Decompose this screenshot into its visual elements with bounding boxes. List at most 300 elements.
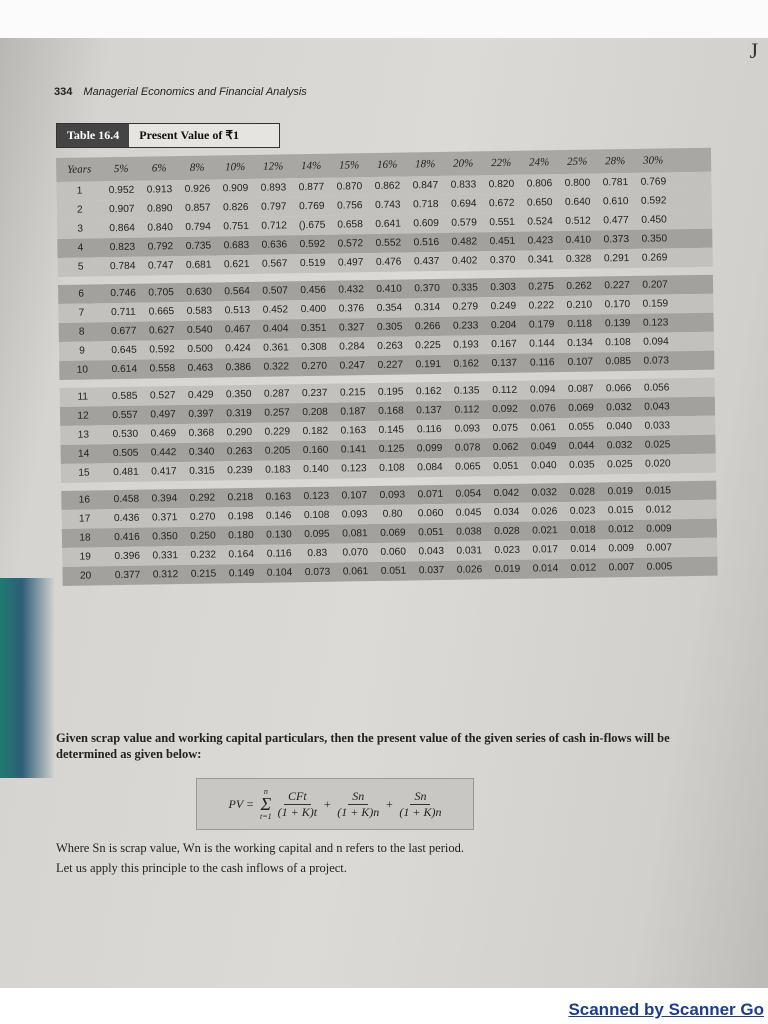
value-cell: 0.769 xyxy=(298,200,325,213)
value-cell: 0.043 xyxy=(418,545,445,558)
value-cell: 0.162 xyxy=(415,385,442,398)
value-cell: 0.141 xyxy=(340,444,367,456)
value-cell: 0.847 xyxy=(412,180,439,192)
value-cell: 0.051 xyxy=(493,460,519,473)
year-cell: 11 xyxy=(77,391,89,403)
present-value-table xyxy=(56,148,718,586)
formula-sum xyxy=(260,787,272,821)
value-cell: 0.250 xyxy=(190,530,216,542)
value-cell: 0.610 xyxy=(602,196,629,208)
header-rate: 22% xyxy=(490,156,512,170)
value-cell: 0.437 xyxy=(413,255,440,268)
value-cell: 0.035 xyxy=(569,459,595,471)
value-cell: 0.303 xyxy=(490,281,516,294)
value-cell: 0.167 xyxy=(491,338,517,351)
value-cell: 0.519 xyxy=(299,257,326,270)
value-cell: 0.037 xyxy=(418,564,445,577)
year-cell: 2 xyxy=(76,204,83,216)
value-cell: 0.044 xyxy=(568,440,595,452)
value-cell: 0.308 xyxy=(301,341,327,354)
value-cell: 0.292 xyxy=(189,492,216,504)
value-cell: 0.108 xyxy=(303,509,330,522)
value-cell: 0.021 xyxy=(532,525,558,537)
value-cell: 0.179 xyxy=(528,319,555,331)
value-cell: 0.913 xyxy=(146,184,173,196)
value-cell: 0.907 xyxy=(108,203,135,216)
value-cell: 0.592 xyxy=(640,195,667,207)
value-cell: 0.275 xyxy=(528,281,554,293)
year-cell: 16 xyxy=(78,494,91,506)
value-cell: 0.218 xyxy=(227,491,254,504)
year-cell: 9 xyxy=(79,345,85,357)
value-cell: 0.222 xyxy=(528,300,555,312)
running-head xyxy=(54,86,307,98)
value-cell: 0.315 xyxy=(189,465,215,477)
value-cell: 0.233 xyxy=(452,320,479,332)
value-cell: 0.025 xyxy=(607,458,633,471)
value-cell: 0.015 xyxy=(607,504,634,517)
value-cell: 0.497 xyxy=(337,257,364,269)
value-cell: 0.350 xyxy=(641,233,668,245)
header-rate: 28% xyxy=(604,155,626,168)
value-cell: 0.319 xyxy=(226,407,252,420)
value-cell: 0.857 xyxy=(184,202,211,214)
value-cell: 0.467 xyxy=(224,323,251,336)
value-cell: 0.123 xyxy=(642,317,669,329)
value-cell: 0.069 xyxy=(568,402,594,414)
value-cell: 0.482 xyxy=(451,236,478,248)
value-cell: 0.312 xyxy=(152,569,179,581)
value-cell: 0.370 xyxy=(414,282,440,295)
value-cell: 0.227 xyxy=(604,280,630,292)
value-cell: 0.099 xyxy=(416,442,443,455)
value-cell: 0.551 xyxy=(489,216,515,229)
value-cell: 0.314 xyxy=(414,301,441,314)
value-cell: 0.442 xyxy=(150,447,177,459)
value-cell: 0.237 xyxy=(301,387,328,400)
value-cell: 0.123 xyxy=(303,490,330,503)
value-cell: 0.069 xyxy=(380,527,406,539)
header-rate: 6% xyxy=(151,162,167,175)
header-years: Years xyxy=(67,163,92,176)
value-cell: 0.530 xyxy=(112,428,139,441)
value-cell: 0.516 xyxy=(413,236,440,249)
value-cell: 0.665 xyxy=(148,306,175,318)
value-cell: 0.450 xyxy=(641,214,667,226)
value-cell: 0.279 xyxy=(452,301,479,313)
value-cell: 0.094 xyxy=(643,336,669,348)
year-cell: 19 xyxy=(79,551,92,563)
value-cell: 0.065 xyxy=(455,461,481,473)
value-cell: 0.076 xyxy=(530,403,556,415)
value-cell: 0.025 xyxy=(644,439,671,451)
value-cell: 0.009 xyxy=(608,542,635,555)
value-cell: 0.756 xyxy=(336,200,363,212)
value-cell: 0.572 xyxy=(337,238,364,250)
value-cell: 0.368 xyxy=(188,427,215,439)
value-cell: 0.361 xyxy=(263,342,289,354)
header-rate: 5% xyxy=(113,162,129,176)
value-cell: 0.423 xyxy=(527,235,554,247)
value-cell: 0.061 xyxy=(530,422,557,434)
value-cell: 0.085 xyxy=(605,355,632,368)
value-cell: 0.020 xyxy=(645,458,671,470)
value-cell: 0.019 xyxy=(607,485,634,498)
value-cell: 0.840 xyxy=(147,222,173,234)
header-rate: 25% xyxy=(566,155,588,168)
year-cell: 20 xyxy=(79,570,92,582)
pv-formula xyxy=(196,778,474,830)
value-cell: 0.826 xyxy=(222,201,249,214)
value-cell: 0.054 xyxy=(455,488,482,500)
value-cell: 0.112 xyxy=(454,404,480,416)
sum-symbol: Σ xyxy=(260,794,272,814)
value-cell: 0.650 xyxy=(526,197,553,209)
value-cell: 0.263 xyxy=(377,340,403,352)
value-cell: 0.451 xyxy=(489,235,516,248)
value-cell: 0.481 xyxy=(113,466,139,479)
value-cell: 0.820 xyxy=(488,178,515,191)
term3-denominator: (1 + K)n xyxy=(399,804,442,819)
value-cell: 0.552 xyxy=(375,237,402,249)
value-cell: 0.524 xyxy=(527,216,553,228)
value-cell: 0.198 xyxy=(227,510,254,523)
header-rate: 20% xyxy=(452,157,474,170)
value-cell: 0.009 xyxy=(646,523,672,535)
value-cell: 0.070 xyxy=(342,547,369,559)
value-cell: 0.056 xyxy=(643,382,670,394)
value-cell: 0.012 xyxy=(570,562,597,574)
value-cell: 0.205 xyxy=(264,445,291,457)
value-cell: 0.394 xyxy=(151,493,178,505)
value-cell: 0.160 xyxy=(302,444,329,457)
value-cell: 0.168 xyxy=(378,405,404,417)
value-cell: 0.084 xyxy=(417,461,443,474)
year-cell: 4 xyxy=(77,242,84,254)
scanner-watermark-link[interactable]: Scanned by Scanner Go xyxy=(568,1000,764,1019)
page-number: 334 xyxy=(54,86,73,98)
value-cell: 0.806 xyxy=(526,178,553,190)
value-cell: 0.305 xyxy=(376,321,403,333)
value-cell: 0.073 xyxy=(643,355,670,367)
sum-top: n xyxy=(263,787,268,796)
value-cell: 0.400 xyxy=(300,303,327,316)
value-cell: 0.040 xyxy=(606,420,633,433)
value-cell: 0.139 xyxy=(604,317,631,330)
value-cell: 0.028 xyxy=(569,486,596,498)
value-cell: 0.015 xyxy=(645,485,672,497)
book-page xyxy=(0,38,768,988)
value-cell: 0.055 xyxy=(568,421,595,433)
value-cell: 0.416 xyxy=(114,531,140,544)
value-cell: 0.191 xyxy=(415,358,442,371)
value-cell: 0.284 xyxy=(339,341,365,353)
value-cell: 0.104 xyxy=(266,567,293,579)
value-cell: 0.377 xyxy=(114,569,141,582)
value-cell: 0.093 xyxy=(379,489,406,501)
value-cell: 0.564 xyxy=(224,285,250,298)
value-cell: 0.137 xyxy=(416,404,442,417)
header-rate: 12% xyxy=(262,160,284,173)
value-cell: 0.108 xyxy=(379,462,405,474)
year-cell: 1 xyxy=(76,185,83,197)
value-cell: 0.567 xyxy=(261,258,288,270)
value-cell: 0.513 xyxy=(224,304,251,317)
value-cell: 0.060 xyxy=(380,546,407,558)
value-cell: 0.350 xyxy=(152,531,178,543)
finger-shadow xyxy=(0,578,55,778)
value-cell: 0.026 xyxy=(456,564,483,576)
table-title: Present Value of ₹1 xyxy=(129,124,279,147)
value-cell: 0.640 xyxy=(564,196,591,209)
value-cell: 0.183 xyxy=(265,464,291,476)
value-cell: 0.187 xyxy=(340,406,366,418)
value-cell: 0.163 xyxy=(340,425,367,437)
header-rate: 16% xyxy=(376,158,398,171)
value-cell: 0.207 xyxy=(642,279,668,291)
value-cell: 0.093 xyxy=(341,509,368,521)
value-cell: 0.031 xyxy=(456,545,483,557)
value-cell: 0.051 xyxy=(380,565,407,577)
value-cell: 0.505 xyxy=(112,447,139,460)
value-cell: 0.404 xyxy=(262,323,289,335)
term1-numerator: CFt xyxy=(284,789,311,805)
term-scrap xyxy=(337,789,379,820)
value-cell: 0.291 xyxy=(603,253,630,265)
value-cell: 0.032 xyxy=(606,401,632,414)
year-cell: 15 xyxy=(78,467,90,479)
value-cell: 0.469 xyxy=(150,428,177,440)
value-cell: 0.146 xyxy=(265,510,292,522)
value-cell: 0.636 xyxy=(261,239,288,251)
value-cell: 0.269 xyxy=(641,252,668,264)
value-cell: 0.627 xyxy=(148,325,175,337)
value-cell: 0.073 xyxy=(304,566,331,579)
value-cell: 0.527 xyxy=(149,390,176,402)
year-cell: 8 xyxy=(78,326,85,338)
value-cell: 0.130 xyxy=(266,529,292,541)
value-cell: 0.376 xyxy=(338,303,365,315)
value-cell: 0.677 xyxy=(110,325,137,338)
value-cell: 0.287 xyxy=(263,388,290,400)
value-cell: 0.751 xyxy=(223,220,249,233)
value-cell: 0.83 xyxy=(307,547,328,560)
value-cell: 0.033 xyxy=(644,420,671,432)
value-cell: 0.658 xyxy=(337,219,363,231)
value-cell: 0.034 xyxy=(493,506,520,519)
value-cell: 0.373 xyxy=(603,234,630,246)
value-cell: 0.215 xyxy=(339,387,366,399)
value-cell: 0.023 xyxy=(569,505,596,517)
value-cell: 0.215 xyxy=(190,568,217,580)
value-cell: 0.227 xyxy=(377,359,404,371)
value-cell: 0.436 xyxy=(113,512,140,525)
value-cell: 0.833 xyxy=(450,179,477,191)
value-cell: 0.797 xyxy=(260,201,287,213)
header-rate: 14% xyxy=(300,159,322,173)
value-cell: 0.042 xyxy=(493,487,520,500)
value-cell: 0.062 xyxy=(492,441,519,454)
value-cell: 0.290 xyxy=(226,426,253,439)
year-cell: 13 xyxy=(77,429,90,441)
value-cell: 0.012 xyxy=(608,523,634,536)
value-cell: 0.107 xyxy=(341,490,368,502)
value-cell: 0.746 xyxy=(110,287,136,300)
value-cell: 0.410 xyxy=(565,234,592,247)
value-cell: 0.335 xyxy=(452,282,478,294)
term1-denominator: (1 + K)t xyxy=(277,804,318,819)
value-cell: 0.049 xyxy=(530,441,557,453)
value-cell: 0.162 xyxy=(453,358,480,370)
year-cell: 10 xyxy=(76,364,89,376)
header-rate: 15% xyxy=(338,159,360,172)
value-cell: 0.80 xyxy=(382,508,403,520)
formula-lhs: PV = xyxy=(228,796,255,811)
value-cell: 0.800 xyxy=(564,177,591,190)
value-cell: 0.705 xyxy=(148,287,174,299)
value-cell: 0.017 xyxy=(532,544,559,556)
value-cell: 0.386 xyxy=(225,361,252,374)
value-cell: 0.095 xyxy=(304,528,330,541)
value-cell: 0.862 xyxy=(374,180,401,192)
value-cell: 0.351 xyxy=(300,322,327,335)
value-cell: 0.592 xyxy=(299,238,326,251)
header-rate: 10% xyxy=(224,161,246,174)
value-cell: 0.144 xyxy=(529,338,555,350)
value-cell: 0.694 xyxy=(450,198,477,210)
header-rate: 8% xyxy=(189,161,205,174)
value-cell: 0.743 xyxy=(374,199,401,211)
value-cell: 0.641 xyxy=(375,218,401,230)
value-cell: 0.711 xyxy=(110,306,136,319)
value-cell: 0.180 xyxy=(228,529,254,542)
value-cell: 0.116 xyxy=(529,357,555,369)
table-label: Table 16.4 xyxy=(57,124,129,147)
value-cell: 0.585 xyxy=(111,390,138,403)
value-cell: 0.592 xyxy=(149,344,175,356)
value-cell: 0.018 xyxy=(570,524,596,536)
value-cell: 0.247 xyxy=(339,360,366,372)
year-cell: 6 xyxy=(78,288,85,300)
sum-bottom: t=1 xyxy=(260,812,272,821)
value-cell: 0.137 xyxy=(491,357,518,370)
value-cell: 0.645 xyxy=(111,344,137,357)
value-cell: 0.621 xyxy=(223,258,250,271)
value-cell: 0.370 xyxy=(489,254,516,267)
value-cell: 0.263 xyxy=(226,445,253,458)
header-rate: 18% xyxy=(414,158,436,171)
year-cell: 12 xyxy=(77,410,89,422)
value-cell: 0.028 xyxy=(494,525,520,538)
value-cell: 0.909 xyxy=(222,182,249,195)
value-cell: 0.497 xyxy=(150,409,176,421)
value-cell: 0.125 xyxy=(378,443,405,455)
value-cell: 0.093 xyxy=(454,423,481,435)
value-cell: 0.043 xyxy=(644,401,670,413)
table-caption xyxy=(56,123,280,148)
value-cell: 0.890 xyxy=(146,203,173,215)
value-cell: 0.164 xyxy=(228,548,255,561)
value-cell: 0.864 xyxy=(109,222,135,235)
value-cell: 0.477 xyxy=(603,215,629,227)
value-cell: 0.019 xyxy=(494,563,521,576)
value-cell: 0.877 xyxy=(298,181,325,194)
year-cell: 5 xyxy=(77,261,84,273)
value-cell: 0.735 xyxy=(185,240,212,252)
value-cell: 0.672 xyxy=(488,197,515,210)
year-cell: 18 xyxy=(79,532,91,544)
value-cell: 0.266 xyxy=(414,320,441,333)
value-cell: 0.140 xyxy=(303,463,329,476)
plus-1: + xyxy=(323,796,332,811)
value-cell: 0.204 xyxy=(490,319,517,332)
value-cell: 0.112 xyxy=(492,384,518,397)
value-cell: 0.784 xyxy=(109,260,136,273)
value-cell: 0.463 xyxy=(187,362,214,374)
value-cell: 0.402 xyxy=(451,255,478,267)
value-cell: 0.350 xyxy=(225,388,252,401)
value-cell: 0.327 xyxy=(338,322,365,334)
term-working-capital xyxy=(399,789,441,820)
value-cell: 0.038 xyxy=(456,526,482,538)
value-cell: 0.926 xyxy=(184,183,211,195)
value-cell: 0.071 xyxy=(417,488,444,501)
value-cell: 0.718 xyxy=(412,198,439,211)
value-cell: 0.458 xyxy=(113,493,140,506)
value-cell: 0.331 xyxy=(152,550,179,562)
value-cell: 0.135 xyxy=(453,385,480,397)
year-cell: 17 xyxy=(78,513,91,525)
value-cell: 0.507 xyxy=(262,285,288,297)
value-cell: 0.081 xyxy=(342,528,368,540)
term3-numerator: Sn xyxy=(410,789,430,805)
value-cell: 0.007 xyxy=(608,561,635,574)
value-cell: 0.225 xyxy=(415,339,441,352)
value-cell: 0.134 xyxy=(567,337,593,349)
paragraph-where: Where Sn is scrap value, Wn is the working capital and n refers to the last period. xyxy=(56,841,464,855)
value-cell: 0.452 xyxy=(262,304,289,316)
value-cell: 0.270 xyxy=(189,511,216,523)
value-cell: 0.239 xyxy=(227,464,253,477)
value-cell: 0.193 xyxy=(453,339,479,351)
value-cell: 0.558 xyxy=(149,363,176,375)
term2-numerator: Sn xyxy=(348,789,368,805)
paragraph-apply: Let us apply this principle to the cash inflows of a project. xyxy=(56,861,347,875)
value-cell: 0.078 xyxy=(454,442,481,454)
year-cell: 3 xyxy=(77,223,84,235)
value-cell: 0.032 xyxy=(606,439,633,452)
value-cell: 0.322 xyxy=(263,361,290,373)
value-cell: 0.270 xyxy=(301,360,328,373)
value-cell: 0.500 xyxy=(187,343,213,355)
value-cell: 0.005 xyxy=(646,561,673,573)
running-title: Managerial Economics and Financial Analysis xyxy=(83,86,307,98)
value-cell: 0.026 xyxy=(531,506,558,518)
value-cell: 0.094 xyxy=(529,384,556,396)
value-cell: 0.429 xyxy=(187,389,214,401)
value-cell: 0.870 xyxy=(336,181,363,193)
value-cell: 0.014 xyxy=(570,543,597,555)
value-cell: 0.476 xyxy=(375,256,402,268)
value-cell: 0.118 xyxy=(567,318,593,330)
value-cell: 0.747 xyxy=(147,260,174,272)
value-cell: ().675 xyxy=(298,219,326,232)
value-cell: 0.893 xyxy=(260,182,287,194)
value-cell: 0.107 xyxy=(567,356,594,368)
value-cell: 0.145 xyxy=(378,424,405,436)
value-cell: 0.066 xyxy=(605,382,632,395)
value-cell: 0.583 xyxy=(186,305,213,317)
